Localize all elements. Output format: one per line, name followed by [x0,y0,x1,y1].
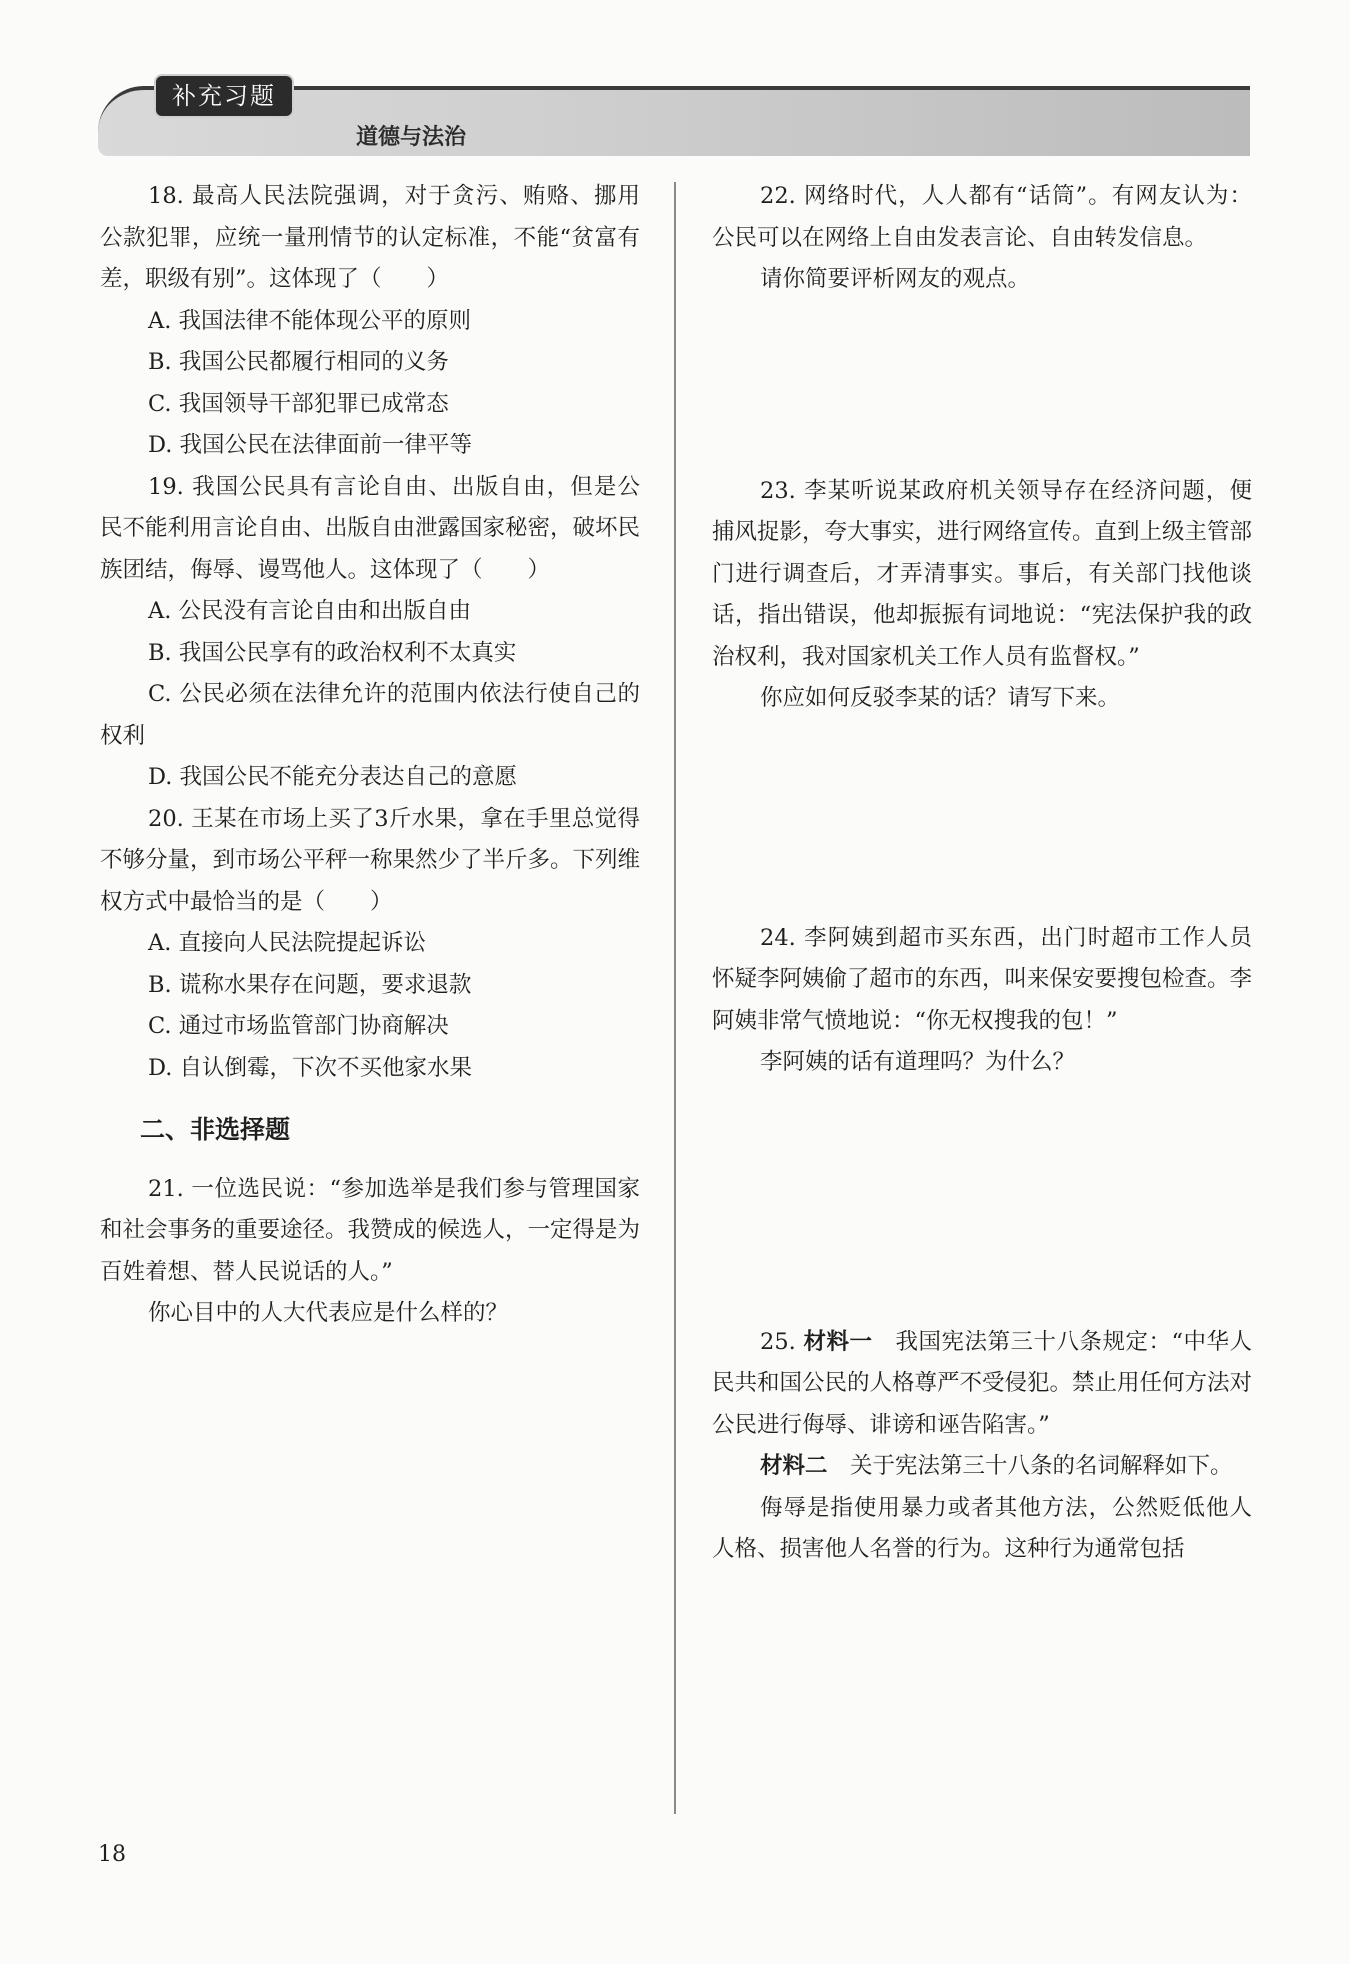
q25-material-one-label: 材料一 [803,1328,873,1355]
q21-ask: 你心目中的人大代表应是什么样的？ [148,1300,509,1326]
q20-stem: 20. 王某在市场上买了3斤水果，拿在手里总觉得不够分量，到市场公平秤一称果然少了半斤多。下列维权方式中最恰当的是（ ） [100,805,641,915]
q20-option-b: B. 谎称水果存在问题，要求退款 [148,971,472,998]
q23-answer-space [712,720,1252,918]
q20-option-d: D. 自认倒霉，下次不买他家水果 [148,1054,473,1081]
q18-option-a: A. 我国法律不能体现公平的原则 [148,307,472,334]
q19-stem: 19. 我国公民具有言论自由、出版自由，但是公民不能利用言论自由、出版自由泄露国家秘密，破坏民族团结，侮辱、谩骂他人。这体现了（ ） [100,473,641,583]
q23-ask: 你应如何反驳李某的话？请写下来。 [760,685,1121,711]
right-column [712,176,1252,1571]
q20-option-a: A. 直接向人民法院提起诉讼 [148,930,427,956]
left-column [100,176,640,1335]
q18-stem: 18. 最高人民法院强调，对于贪污、贿赂、挪用公款犯罪，应统一量刑情节的认定标准，不能“贫富有差，职级有别”。这体现了（ ） [100,183,640,292]
q25-material-two [712,1446,1252,1488]
q18-option-b: B. 我国公民都履行相同的义务 [148,349,449,375]
q22-answer-space [712,301,1252,471]
q25-material-two-text: 关于宪法第三十八条的名词解释如下。 [850,1453,1233,1479]
q18-option-c: C. 我国领导干部犯罪已成常态 [148,390,449,417]
q25-material-one-text: 我国宪法第三十八条规定：“中华人民共和国公民的人格尊严不受侵犯。禁止用任何方法对公民进行侮辱、诽谤和诬告陷害。” [712,1328,1253,1438]
q19-option-d: D. 我国公民不能充分表达自己的意愿 [148,764,518,790]
header-tab: 补充习题 [154,74,294,118]
q21-stem: 21. 一位选民说：“参加选举是我们参与管理国家和社会事务的重要途径。我赞成的候选人，一定得是为百姓着想、替人民说话的人。” [100,1175,641,1285]
q24-ask: 李阿姨的话有道理吗？为什么？ [760,1049,1076,1075]
section-title: 二、非选择题 [140,1115,291,1144]
q24-stem: 24. 李阿姨到超市买东西，出门时超市工作人员怀疑李阿姨偷了超市的东西，叫来保安要搜包检查。李阿姨非常气愤地说：“你无权搜我的包！” [712,924,1253,1034]
q19-option-a: A. 公民没有言论自由和出版自由 [148,598,472,624]
q22-ask: 请你简要评析网友的观点。 [760,266,1031,292]
q25-definition: 侮辱是指使用暴力或者其他方法，公然贬低他人人格、损害他人名誉的行为。这种行为通常包括 [712,1494,1252,1562]
q25-material-one [712,1322,1252,1447]
q19-option-c: C. 公民必须在法律允许的范围内依法行使自己的权利 [100,681,640,749]
q25-material-two-label: 材料二 [760,1453,828,1479]
page-number: 18 [98,1842,126,1867]
column-divider [674,182,676,1814]
q25-number: 25. [760,1328,796,1355]
q22-stem: 22. 网络时代，人人都有“话筒”。有网友认为：公民可以在网络上自由发表言论、自由转发信息。 [712,183,1252,251]
q23-stem: 23. 李某听说某政府机关领导存在经济问题，便捕风捉影，夸大事实，进行网络宣传。直到上级主管部门进行调查后，才弄清事实。事后，有关部门找他谈话，指出错误，他却振振有词地说：“宪法保护我的政治权利，我对国家机关工作人员有监督权。” [712,477,1253,670]
q18-option-d: D. 我国公民在法律面前一律平等 [148,432,473,458]
q19-option-b: B. 我国公民享有的政治权利不太真实 [148,639,517,666]
q24-answer-space [712,1084,1252,1322]
q20-option-c: C. 通过市场监管部门协商解决 [148,1013,449,1039]
header-subject: 道德与法治 [356,125,467,150]
